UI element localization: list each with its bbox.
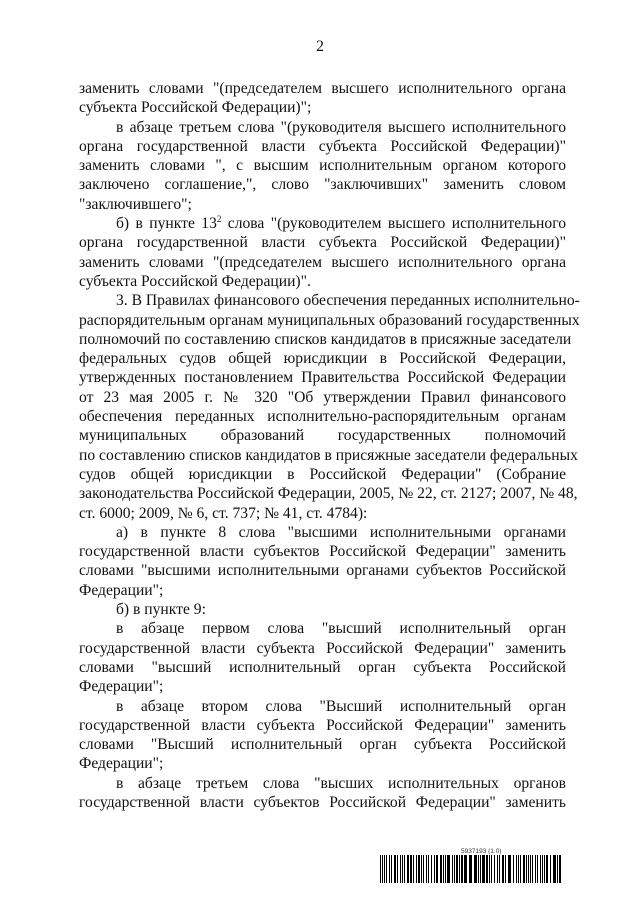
barcode-bar (520, 855, 521, 883)
text-line: судов общей юрисдикции в Российской Федерации" (Собрание (79, 465, 566, 483)
barcode-bar (426, 855, 427, 883)
barcode-bar (428, 855, 429, 883)
barcode-bar (382, 855, 383, 883)
barcode-bar (402, 855, 403, 883)
superscript: 2 (216, 213, 222, 224)
barcode-label: 5937193 (1.0) (461, 848, 502, 855)
barcode-bar (528, 855, 529, 883)
text-line: б) в пункте 9: (116, 601, 206, 619)
barcode-bar (508, 855, 511, 883)
barcode-bar (404, 855, 405, 883)
barcode-bar (494, 855, 495, 883)
text-line: утвержденных постановлением Правительства Российской Федерации (79, 369, 566, 387)
text-line: Федерации"; (79, 581, 164, 599)
barcode-bar (423, 855, 424, 883)
barcode-bar (436, 855, 438, 883)
text-line: полномочий по составлению списков кандидатов в присяжные заседатели (79, 330, 572, 348)
barcode-bar (486, 855, 488, 883)
text-line: органа государственной власти субъекта Российской Федерации)" (79, 137, 566, 155)
text-line: по составлению списков кандидатов в присяжные заседатели федеральных (79, 446, 578, 464)
barcode-bar (540, 855, 541, 883)
barcode-bar (557, 855, 558, 883)
text-line: Федерации"; (79, 678, 164, 696)
barcode-bar (447, 855, 450, 883)
text-line: заменить словами ", с высшим исполнительным органом которого (79, 157, 566, 175)
barcode-bar (530, 855, 531, 883)
text-line: субъекта Российской Федерации)". (79, 272, 311, 290)
text-line: муниципальных образований государственных полномочий (79, 427, 566, 445)
text-line: государственной власти субъекта Российской Федерации" заменить (79, 639, 566, 657)
barcode-bar (491, 855, 492, 883)
text-line: словами "высшими исполнительными органами субъектов Российской (79, 562, 566, 580)
text-line: органа государственной власти субъекта Российской Федерации)" (79, 234, 566, 252)
body-text (79, 79, 580, 812)
text-line: в абзаце третьем слова "(руководителя высшего исполнительного (116, 118, 566, 136)
barcode-bar (431, 855, 432, 883)
text-line: в абзаце третьем слова "высших исполнительных органов (116, 774, 566, 792)
barcode-bar (469, 855, 472, 883)
barcode-bar (386, 855, 387, 883)
barcode-bar (532, 855, 533, 883)
text-line: заменить словами "(председателем высшего исполнительного органа (79, 80, 566, 97)
barcode-bar (537, 855, 538, 883)
barcode-bar (505, 855, 506, 883)
barcode-bar (413, 855, 414, 883)
barcode-bar (544, 855, 545, 883)
barcode-bar (454, 855, 455, 883)
barcode-bar (434, 855, 435, 883)
text-line: субъекта Российской Федерации)"; (79, 99, 312, 117)
barcode-bar (478, 855, 479, 883)
barcode (380, 855, 561, 883)
text-line: а) в пункте 8 слова "высшими исполнительными органами (116, 523, 566, 541)
barcode-bar (400, 855, 401, 883)
barcode-bar (546, 855, 548, 883)
text-line: государственной власти субъектов Российской Федерации" заменить (79, 543, 566, 561)
text-line: государственной власти субъекта Российской Федерации" заменить (79, 716, 566, 734)
barcode-bar (482, 855, 485, 883)
barcode-bar (459, 855, 460, 883)
barcode-bar (407, 855, 409, 883)
barcode-bar (550, 855, 551, 883)
text-line: обеспечения переданных исполнительно-распорядительным органам (79, 408, 566, 426)
text-line: от 23 мая 2005 г. № 320 "Об утверждении Правил финансового (79, 388, 566, 406)
text-line: 3. В Правилах финансового обеспечения переданных исполнительно- (116, 292, 580, 310)
text-line: заменить словами "(председателем высшего исполнительного органа (79, 253, 566, 271)
text-line: ст. 6000; 2009, № 6, ст. 737; № 41, ст. 4784): (79, 504, 368, 522)
barcode-bar (440, 855, 442, 883)
barcode-bar (410, 855, 412, 883)
barcode-bar (489, 855, 490, 883)
barcode-bar (474, 855, 477, 883)
text-line: распорядительным органам муниципальных образований государственных (79, 311, 580, 329)
barcode-bar (553, 855, 556, 883)
text-line: Федерации"; (79, 755, 164, 773)
text-line: заключено соглашение,", слово "заключивших" заменить словом (79, 176, 566, 194)
barcode-bar (445, 855, 446, 883)
barcode-bar (397, 855, 398, 883)
barcode-bar (443, 855, 444, 883)
barcode-bar (516, 855, 517, 883)
barcode-bar (416, 855, 417, 883)
barcode-bar (391, 855, 392, 883)
barcode-bar (523, 855, 525, 883)
barcode-bar (518, 855, 519, 883)
barcode-bar (513, 855, 514, 883)
text-line: "заключившего"; (79, 195, 192, 213)
barcode-bar (394, 855, 396, 883)
barcode-bar (389, 855, 390, 883)
barcode-bar (384, 855, 385, 883)
text-line: законодательства Российской Федерации, 2005, № 22, ст. 2127; 2007, № 48, (79, 485, 578, 503)
barcode-bar (502, 855, 504, 883)
barcode-bar (421, 855, 422, 883)
text-line: в абзаце втором слова "Высший исполнительный орган (116, 697, 566, 715)
text-line: б) в пункте $13^2$ слова "(руководителем высшего исполнительного (116, 213, 566, 233)
barcode-bar (464, 855, 467, 883)
page-number: 2 (316, 38, 324, 55)
barcode-bar (456, 855, 458, 883)
text-line: словами "Высший исполнительный орган субъекта Российской (79, 736, 566, 754)
barcode-bar (526, 855, 527, 883)
barcode-bar (499, 855, 500, 883)
barcode-bar (497, 855, 498, 883)
barcode-bar (559, 855, 561, 883)
text-line: государственной власти субъектов Российской Федерации" заменить (79, 793, 566, 811)
text-line: федеральных судов общей юрисдикции в Российской Федерации, (79, 350, 566, 368)
text-line: в абзаце первом слова "высший исполнительный орган (116, 620, 566, 638)
text-line: словами "высший исполнительный орган субъекта Российской (79, 658, 566, 676)
barcode-bar (480, 855, 481, 883)
barcode-bar (461, 855, 463, 883)
barcode-bar (380, 855, 381, 883)
barcode-bar (542, 855, 543, 883)
barcode-bar (452, 855, 453, 883)
barcode-bar (418, 855, 420, 883)
barcode-bar (535, 855, 536, 883)
